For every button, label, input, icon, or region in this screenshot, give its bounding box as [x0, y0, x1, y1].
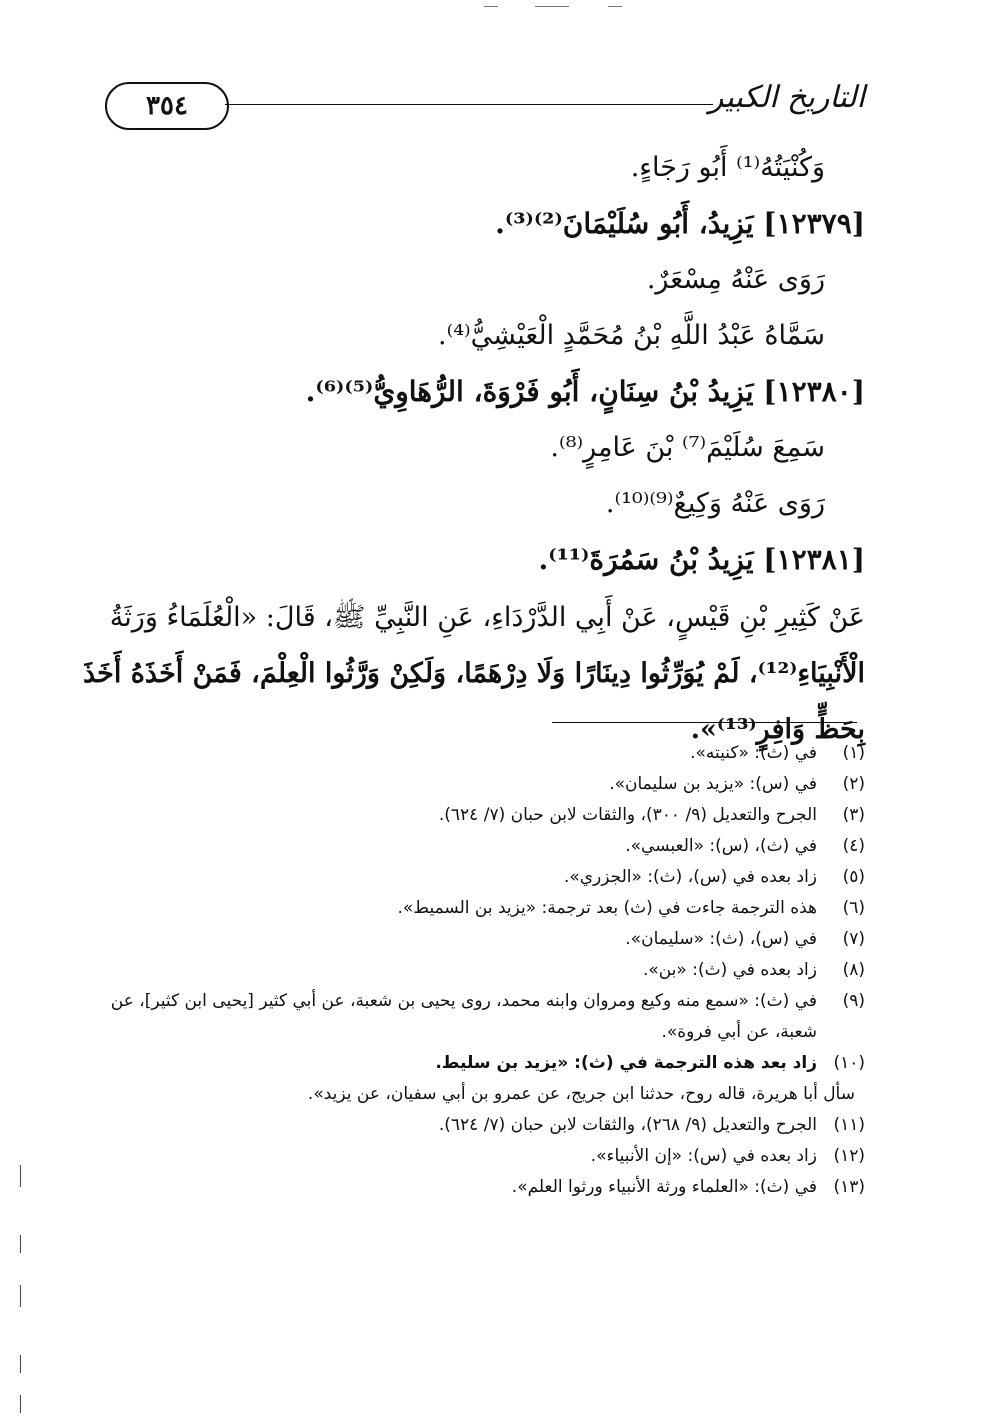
entry-heading: [١٢٣٨١] يَزِيدُ بْنُ سَمُرَةَ⁽¹¹⁾.	[538, 543, 865, 576]
footnote	[105, 1110, 865, 1141]
footnote	[105, 955, 865, 986]
footnote	[105, 800, 865, 831]
footnote	[105, 862, 865, 893]
footnote	[105, 1048, 865, 1079]
main-text	[83, 140, 865, 758]
text-line: رَوَى عَنْهُ مِسْعَرٌ.	[646, 264, 825, 295]
scan-mark	[20, 1285, 21, 1307]
entry-heading: [١٢٣٧٩] يَزِيدُ، أَبُو سُلَيْمَانَ⁽²⁾⁽³⁾.	[495, 207, 865, 240]
scan-mark	[20, 1165, 21, 1187]
footnote-number: (١)	[842, 743, 865, 763]
scan-mark	[608, 6, 622, 7]
footnote-text: في (ث)، (س): «العبسي».	[625, 836, 817, 856]
scan-mark	[20, 1395, 21, 1413]
running-title: التاريخ الكبير	[708, 80, 865, 115]
footnote-text: هذه الترجمة جاءت في (ث) بعد ترجمة: «يزيد بن السميط».	[397, 898, 817, 918]
footnote-number: (٩)	[842, 991, 865, 1011]
footnote-text: زاد بعد هذه الترجمة في (ث): «يزيد بن سليط.	[435, 1053, 817, 1073]
scan-mark	[20, 1235, 21, 1253]
footnote-text: في (ث): «سمع منه وكيع ومروان وابنه محمد، روى يحيى بن شعبة، عن أبي كثير [يحيى ابن كثير]، عن شعبة، عن أبي فروة».	[110, 991, 817, 1042]
footnote	[105, 1141, 865, 1172]
footnote	[105, 986, 865, 1048]
footnote-number: (٤)	[842, 836, 865, 856]
page-header	[105, 76, 865, 132]
footnote	[105, 893, 865, 924]
footnote-number: (١٠)	[833, 1053, 865, 1073]
footnotes	[105, 738, 865, 1203]
footnote-number: (١١)	[833, 1115, 865, 1135]
footnote-number: (٢)	[842, 774, 865, 794]
scan-mark	[535, 6, 569, 7]
footnote-number: (٣)	[842, 805, 865, 825]
footnote-number: (٥)	[842, 867, 865, 887]
footnote	[105, 924, 865, 955]
entry-heading: [١٢٣٨٠] يَزِيدُ بْنُ سِنَانٍ، أَبُو فَرْوَةَ، الرُّهَاوِيُّ⁽⁵⁾⁽⁶⁾.	[305, 375, 865, 408]
footnote	[105, 1172, 865, 1203]
footnote-text: في (ث): «كنيته».	[690, 743, 817, 763]
scan-mark	[20, 1355, 21, 1373]
header-rule	[225, 104, 713, 105]
footnote	[105, 831, 865, 862]
footnote-text: زاد بعده في (س): «إن الأنبياء».	[590, 1146, 817, 1166]
footnote-text: الجرح والتعديل (٩/ ٢٦٨)، والثقات لابن حبان (٧/ ٦٢٤).	[438, 1115, 817, 1135]
footnote-continuation: سأل أبا هريرة، قاله روح، حدثنا ابن جريج، عن عمرو بن أبي سفيان، عن يزيد».	[307, 1084, 855, 1104]
text-line: رَوَى عَنْهُ وَكِيعٌ⁽⁹⁾⁽¹⁰⁾.	[605, 488, 825, 519]
paragraph-line: بِحَظٍّ وَافِرٍ⁽¹³⁾».	[690, 714, 865, 745]
footnote-number: (١٢)	[833, 1146, 865, 1166]
text-line: وَكُنْيَتُهُ⁽¹⁾ أَبُو رَجَاءٍ.	[630, 152, 825, 183]
footnote-text: في (ث): «العلماء ورثة الأنبياء ورثوا العلم».	[511, 1177, 817, 1197]
footnote-number: (٧)	[842, 929, 865, 949]
hadith-paragraph	[83, 588, 865, 758]
footnote-separator	[552, 722, 857, 723]
footnote-number: (١٣)	[833, 1177, 865, 1197]
footnote-number: (٦)	[842, 898, 865, 918]
page-number: ٣٥٤	[105, 82, 229, 130]
footnote-text: الجرح والتعديل (٩/ ٣٠٠)، والثقات لابن حبان (٧/ ٦٢٤).	[438, 805, 817, 825]
footnote-text: زاد بعده في (س)، (ث): «الجزري».	[563, 867, 817, 887]
footnote-text: في (س): «يزيد بن سليمان».	[609, 774, 817, 794]
scan-mark	[484, 6, 498, 7]
footnote	[105, 738, 865, 769]
footnote	[105, 769, 865, 800]
footnote-number: (٨)	[842, 960, 865, 980]
paragraph-line: الْأَنْبِيَاءِ⁽¹²⁾، لَمْ يُوَرِّثُوا دِينَارًا وَلَا دِرْهَمًا، وَلَكِنْ وَرَّثُوا الْعِلْمَ، فَمَنْ أَخَذَهُ أَخَذَ	[83, 658, 865, 689]
footnote-text: في (س)، (ث): «سليمان».	[625, 929, 817, 949]
text-line: سَمِعَ سُلَيْمَ⁽⁷⁾ بْنَ عَامِرٍ⁽⁸⁾.	[550, 432, 825, 463]
paragraph-line: عَنْ كَثِيرِ بْنِ قَيْسٍ، عَنْ أَبِي الدَّرْدَاءِ، عَنِ النَّبِيِّ ﷺ، قَالَ: «الْعُلَمَاءُ وَرَثَةُ	[109, 602, 865, 633]
footnote-text: زاد بعده في (ث): «بن».	[642, 960, 817, 980]
text-line: سَمَّاهُ عَبْدُ اللَّهِ بْنُ مُحَمَّدٍ الْعَيْشِيُّ⁽⁴⁾.	[437, 320, 825, 351]
